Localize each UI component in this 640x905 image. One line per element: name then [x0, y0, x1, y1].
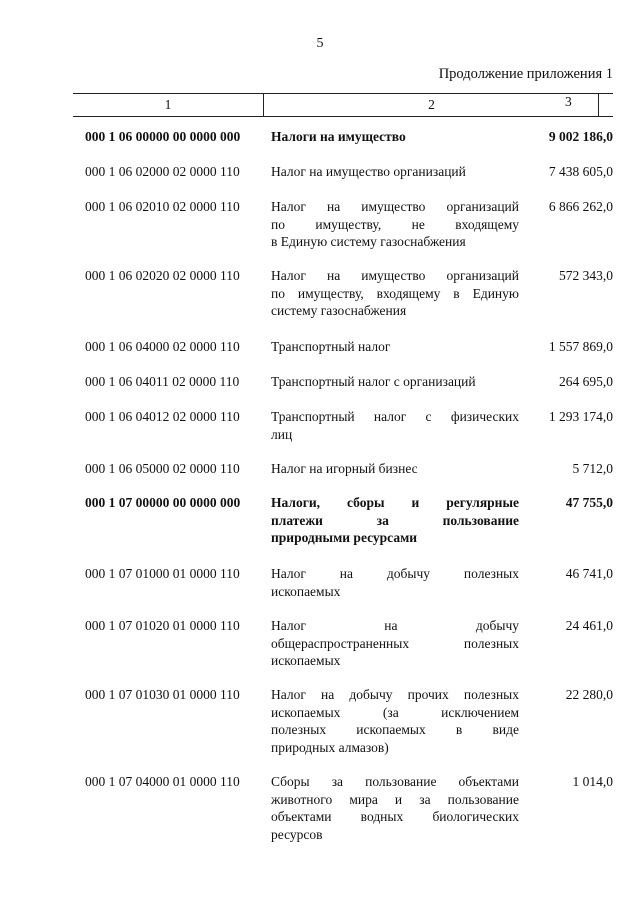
budget-code: 000 1 06 02020 02 0000 110 — [85, 268, 240, 283]
amount: 1 557 869,0 — [548, 339, 613, 354]
revenue-description — [271, 198, 519, 251]
description-line: ресурсов — [271, 826, 323, 842]
description-line: Налог на добычу полезных — [271, 566, 519, 581]
column-header-1: 1 — [164, 97, 172, 112]
revenue-description — [271, 460, 519, 478]
budget-code: 000 1 06 02010 02 0000 110 — [85, 199, 240, 214]
continuation-label: Продолжение приложения 1 — [438, 66, 613, 82]
revenue-description — [271, 267, 519, 320]
budget-code: 000 1 07 01030 01 0000 110 — [85, 687, 240, 702]
amount: 47 755,0 — [565, 495, 613, 510]
revenue-description — [271, 128, 519, 146]
description-line: по имуществу, входящему в Единую — [271, 285, 519, 301]
budget-code: 000 1 07 01000 01 0000 110 — [85, 566, 240, 581]
description-line: платежи за пользование — [271, 512, 519, 528]
description-line: полезных ископаемых в виде — [271, 722, 519, 737]
table-header — [73, 93, 613, 117]
description-line: Транспортный налог — [271, 339, 391, 354]
amount: 1 293 174,0 — [548, 409, 613, 424]
description-line: объектами водных биологических — [271, 809, 519, 824]
description-line: Налоги, сборы и регулярные — [271, 495, 519, 510]
budget-code: 000 1 06 05000 02 0000 110 — [85, 461, 240, 476]
description-line: Транспортный налог с организаций — [271, 374, 476, 389]
budget-code: 000 1 06 04011 02 0000 110 — [85, 374, 240, 389]
description-line: Налог на имущество организаций — [271, 164, 466, 179]
amount: 1 014,0 — [572, 774, 613, 789]
description-line: Налог на добычу — [271, 618, 519, 633]
description-line: Сборы за пользование объектами — [271, 774, 519, 789]
description-line: природных алмазов) — [271, 739, 389, 755]
column-header-3: 3 — [565, 94, 572, 109]
description-line: Транспортный налог с физических — [271, 409, 519, 424]
revenue-description — [271, 686, 519, 756]
amount: 264 695,0 — [559, 374, 613, 389]
revenue-description — [271, 565, 519, 600]
amount: 7 438 605,0 — [548, 164, 613, 179]
revenue-description — [271, 773, 519, 843]
description-line: Налог на имущество организаций — [271, 268, 519, 283]
description-line: Налоги на имущество — [271, 129, 406, 144]
description-line: природными ресурсами — [271, 530, 418, 545]
description-line: по имуществу, не входящему — [271, 216, 519, 232]
description-line: общераспространенных полезных — [271, 635, 519, 651]
amount: 5 712,0 — [572, 461, 613, 476]
budget-code: 000 1 06 02000 02 0000 110 — [85, 164, 240, 179]
amount: 22 280,0 — [565, 687, 613, 702]
revenue-description — [271, 494, 519, 547]
page-number: 5 — [316, 36, 324, 51]
description-line: Налог на добычу прочих полезных — [271, 687, 519, 702]
description-line: систему газоснабжения — [271, 303, 407, 318]
amount: 6 866 262,0 — [548, 199, 613, 214]
description-line: Налог на имущество организаций — [271, 199, 519, 214]
description-line: в Единую систему газоснабжения — [271, 234, 466, 249]
amount: 24 461,0 — [565, 618, 613, 633]
budget-code: 000 1 06 00000 00 0000 000 — [85, 129, 241, 144]
description-line: животного мира и за пользование — [271, 791, 519, 807]
revenue-description — [271, 617, 519, 670]
description-line: ископаемых — [271, 583, 341, 599]
budget-code: 000 1 07 01020 01 0000 110 — [85, 618, 240, 633]
amount: 9 002 186,0 — [548, 129, 613, 144]
budget-code: 000 1 07 04000 01 0000 110 — [85, 774, 240, 789]
revenue-description — [271, 163, 519, 181]
revenue-description — [271, 408, 519, 443]
description-line: ископаемых — [271, 653, 341, 668]
amount: 572 343,0 — [559, 268, 613, 283]
budget-code: 000 1 07 00000 00 0000 000 — [85, 495, 241, 510]
budget-code: 000 1 06 04000 02 0000 110 — [85, 339, 240, 354]
column-header-2: 2 — [263, 94, 599, 116]
revenue-description — [271, 338, 519, 356]
amount: 46 741,0 — [565, 566, 613, 581]
description-line: Налог на игорный бизнес — [271, 461, 418, 476]
description-line: ископаемых (за исключением — [271, 704, 519, 720]
revenue-description — [271, 373, 519, 391]
description-line: лиц — [271, 426, 293, 442]
column-header-3-divider — [598, 94, 614, 116]
budget-code: 000 1 06 04012 02 0000 110 — [85, 409, 240, 424]
